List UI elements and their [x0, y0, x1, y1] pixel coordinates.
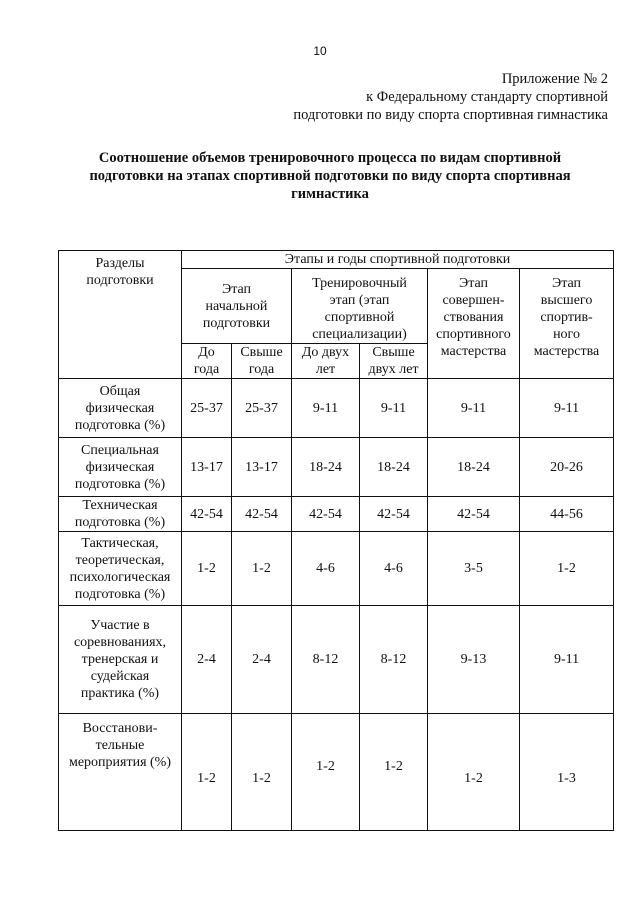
subcolumn-header	[360, 344, 428, 379]
value-cell: 42-54	[292, 497, 360, 532]
appendix-line: Приложение № 2	[501, 71, 608, 87]
stage-line: Этап	[458, 276, 489, 291]
stage-line: ствования	[443, 310, 504, 325]
value-cell: 42-54	[232, 497, 292, 532]
row-label-line: Техническая	[82, 498, 158, 513]
row-label-line: практика (%)	[80, 686, 160, 701]
stage-line: спортивной	[324, 310, 395, 325]
stage-line: спортив-	[540, 310, 593, 325]
value-cell: 4-6	[292, 532, 360, 606]
value-cell: 1-2	[182, 532, 232, 606]
row-label-line: тельные	[95, 738, 145, 753]
row-label-line: Участие в	[90, 618, 150, 633]
table-row	[59, 438, 614, 497]
value-cell: 42-54	[428, 497, 520, 532]
subcolumn-line: года	[193, 362, 220, 377]
value-cell: 1-2	[232, 714, 292, 831]
value-cell: 42-54	[182, 497, 232, 532]
stage-header-training	[292, 269, 428, 344]
value-cell: 25-37	[182, 379, 232, 438]
row-label-line: Тактическая,	[81, 535, 159, 551]
value-cell: 13-17	[182, 438, 232, 497]
row-label-line: подготовка (%)	[74, 417, 166, 433]
stage-line: Этап	[551, 276, 582, 291]
row-label-line: судейская	[90, 669, 150, 684]
value-cell: 9-11	[428, 379, 520, 438]
stage-header-improvement	[428, 269, 520, 379]
row-label-line: подготовка (%)	[74, 476, 166, 492]
subcolumn-line: До	[198, 345, 215, 360]
value-cell: 25-37	[232, 379, 292, 438]
table-row	[59, 379, 614, 438]
subcolumn-line: Свыше	[372, 345, 415, 360]
stage-line: спортивного	[436, 327, 511, 342]
stage-line: ного	[553, 327, 580, 342]
value-cell: 9-13	[428, 606, 520, 714]
document-title	[60, 149, 600, 203]
value-cell: 18-24	[292, 438, 360, 497]
row-label-line: психологическая	[69, 569, 171, 585]
row-label	[59, 438, 182, 497]
value-cell: 8-12	[292, 606, 360, 714]
row-label	[59, 497, 182, 532]
value-cell: 2-4	[182, 606, 232, 714]
stage-header-highest	[520, 269, 614, 379]
stage-line: мастерства	[440, 344, 507, 359]
row-label	[59, 606, 182, 714]
stage-line: Этап	[221, 281, 252, 297]
row-label-line: подготовка (%)	[74, 515, 166, 530]
value-cell: 1-2	[520, 532, 614, 606]
table-row	[59, 714, 614, 831]
stage-line: подготовки	[202, 315, 271, 331]
value-cell: 1-2	[292, 714, 360, 831]
appendix-line: к Федеральному стандарту спортивной	[366, 89, 608, 105]
value-cell: 3-5	[428, 532, 520, 606]
corner-line: Разделы	[95, 256, 145, 271]
stages-header: Этапы и годы спортивной подготовки	[182, 251, 614, 269]
value-cell: 1-3	[520, 714, 614, 831]
subcolumn-header	[232, 344, 292, 379]
row-label-line: физическая	[85, 400, 155, 416]
value-cell: 2-4	[232, 606, 292, 714]
title-line: подготовки на этапах спортивной подготовки по виду спорта спортивная	[89, 168, 571, 184]
value-cell: 1-2	[360, 714, 428, 831]
subcolumn-header	[292, 344, 360, 379]
row-label-line: подготовка (%)	[74, 586, 166, 602]
appendix-line: подготовки по виду спорта спортивная гимнастика	[293, 107, 608, 123]
subcolumn-line: До двух	[301, 345, 350, 360]
stage-line: высшего	[540, 293, 593, 308]
appendix-reference	[293, 70, 608, 124]
corner-header	[59, 251, 182, 379]
subcolumn-header	[182, 344, 232, 379]
subcolumn-line: Свыше	[240, 345, 283, 360]
row-label-line: теоретическая,	[75, 552, 165, 568]
corner-line: подготовки	[86, 273, 154, 288]
stage-line: Тренировочный	[312, 276, 407, 291]
row-label	[59, 379, 182, 438]
stage-line: этап (этап	[329, 293, 390, 308]
table-row	[59, 497, 614, 532]
value-cell: 9-11	[360, 379, 428, 438]
stage-header-initial	[182, 269, 292, 344]
stage-line: мастерства	[533, 344, 600, 359]
row-label-line: соревнованиях,	[73, 635, 167, 650]
value-cell: 20-26	[520, 438, 614, 497]
value-cell: 13-17	[232, 438, 292, 497]
title-line: Соотношение объемов тренировочного процесса по видам спортивной	[98, 150, 562, 166]
title-line: гимнастика	[291, 186, 369, 202]
value-cell: 4-6	[360, 532, 428, 606]
value-cell: 44-56	[520, 497, 614, 532]
value-cell: 1-2	[182, 714, 232, 831]
table-row	[59, 532, 614, 606]
value-cell: 9-11	[520, 606, 614, 714]
row-label-line: мероприятия (%)	[68, 755, 172, 770]
row-label-line: Специальная	[81, 442, 159, 458]
row-label-line: физическая	[85, 459, 155, 475]
subcolumn-line: лет	[315, 362, 336, 377]
value-cell: 18-24	[428, 438, 520, 497]
table-row	[59, 606, 614, 714]
page-number: 10	[313, 44, 327, 58]
row-label-line: Восстанови-	[82, 721, 158, 736]
stage-line: начальной	[205, 298, 268, 314]
row-label-line: Общая	[99, 383, 141, 399]
stage-line: специализации)	[312, 327, 407, 342]
stage-line: совершен-	[442, 293, 505, 308]
subcolumn-line: двух лет	[368, 362, 419, 377]
value-cell: 9-11	[292, 379, 360, 438]
value-cell: 18-24	[360, 438, 428, 497]
subcolumn-line: года	[248, 362, 275, 377]
training-ratio-table	[58, 250, 614, 831]
value-cell: 8-12	[360, 606, 428, 714]
value-cell: 1-2	[232, 532, 292, 606]
row-label	[59, 714, 182, 831]
row-label	[59, 532, 182, 606]
value-cell: 42-54	[360, 497, 428, 532]
value-cell: 9-11	[520, 379, 614, 438]
value-cell: 1-2	[428, 714, 520, 831]
row-label-line: тренерская и	[81, 652, 159, 667]
